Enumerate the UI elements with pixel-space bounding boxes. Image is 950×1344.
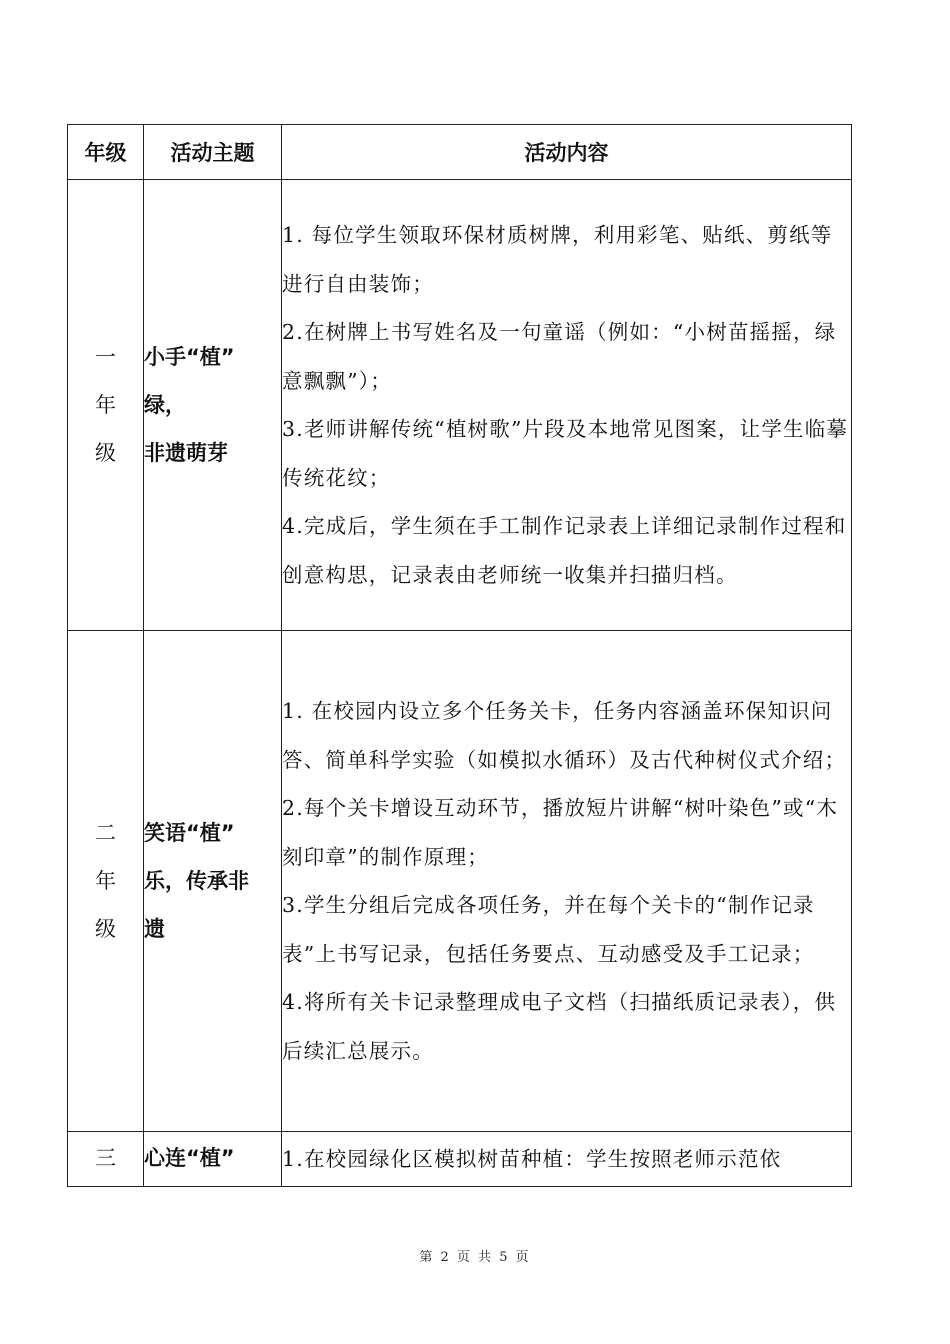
content-item: 1.在校园绿化区模拟树苗种植：学生按照老师示范依 [282,1147,782,1171]
theme-line: 遗 [144,917,165,941]
content-item: 4.将所有关卡记录整理成电子文档（扫描纸质记录表），供后续汇总展示。 [282,990,837,1063]
theme-line: 乐，传承非 [144,869,249,893]
grade-cell [68,1132,144,1187]
header-theme: 活动主题 [144,125,282,180]
content-item: 1. 每位学生领取环保材质树牌，利用彩笔、贴纸、剪纸等进行自由装饰； [282,223,833,296]
table-header-row [68,125,852,180]
grade-cell [68,180,144,631]
grade-char: 一 [95,345,116,369]
grade-char: 级 [95,441,116,465]
grade-cell [68,631,144,1132]
content-cell [282,1132,852,1187]
grade-char: 三 [95,1146,116,1170]
theme-line: 笑语“植” [144,821,235,845]
content-cell [282,631,852,1132]
content-item: 1. 在校园内设立多个任务关卡，任务内容涵盖环保知识问答、简单科学实验（如模拟水循环）及古代种树仪式介绍； [282,699,847,772]
theme-line: 非遗萌芽 [144,441,228,465]
content-item: 2.每个关卡增设互动环节，播放短片讲解“树叶染色”或“木刻印章”的制作原理； [282,796,839,869]
grade-char: 年 [95,869,116,893]
content-item: 2.在树牌上书写姓名及一句童谣（例如：“小树苗摇摇，绿意飘飘”）； [282,320,837,393]
grade-char: 级 [95,917,116,941]
table-row-grade-3 [68,1132,852,1187]
table-row-grade-1 [68,180,852,631]
header-grade: 年级 [68,125,144,180]
theme-line: 小手“植” [144,345,235,369]
content-item: 3.老师讲解传统“植树歌”片段及本地常见图案，让学生临摹传统花纹； [282,417,849,490]
theme-line: 绿， [144,393,186,417]
header-content: 活动内容 [282,125,852,180]
table-row-grade-2 [68,631,852,1132]
page-footer: 第 2 页 共 5 页 [419,1250,531,1265]
theme-line: 心连“植” [144,1146,235,1170]
grade-char: 二 [95,821,116,845]
content-cell [282,180,852,631]
grade-char: 年 [95,393,116,417]
theme-cell [144,180,282,631]
activity-table [67,124,852,1187]
theme-cell [144,631,282,1132]
theme-cell [144,1132,282,1187]
content-item: 4.完成后，学生须在手工制作记录表上详细记录制作过程和创意构思，记录表由老师统一收集并扫描归档。 [282,514,847,587]
content-item: 3.学生分组后完成各项任务，并在每个关卡的“制作记录表”上书写记录，包括任务要点、互动感受及手工记录； [282,893,815,966]
